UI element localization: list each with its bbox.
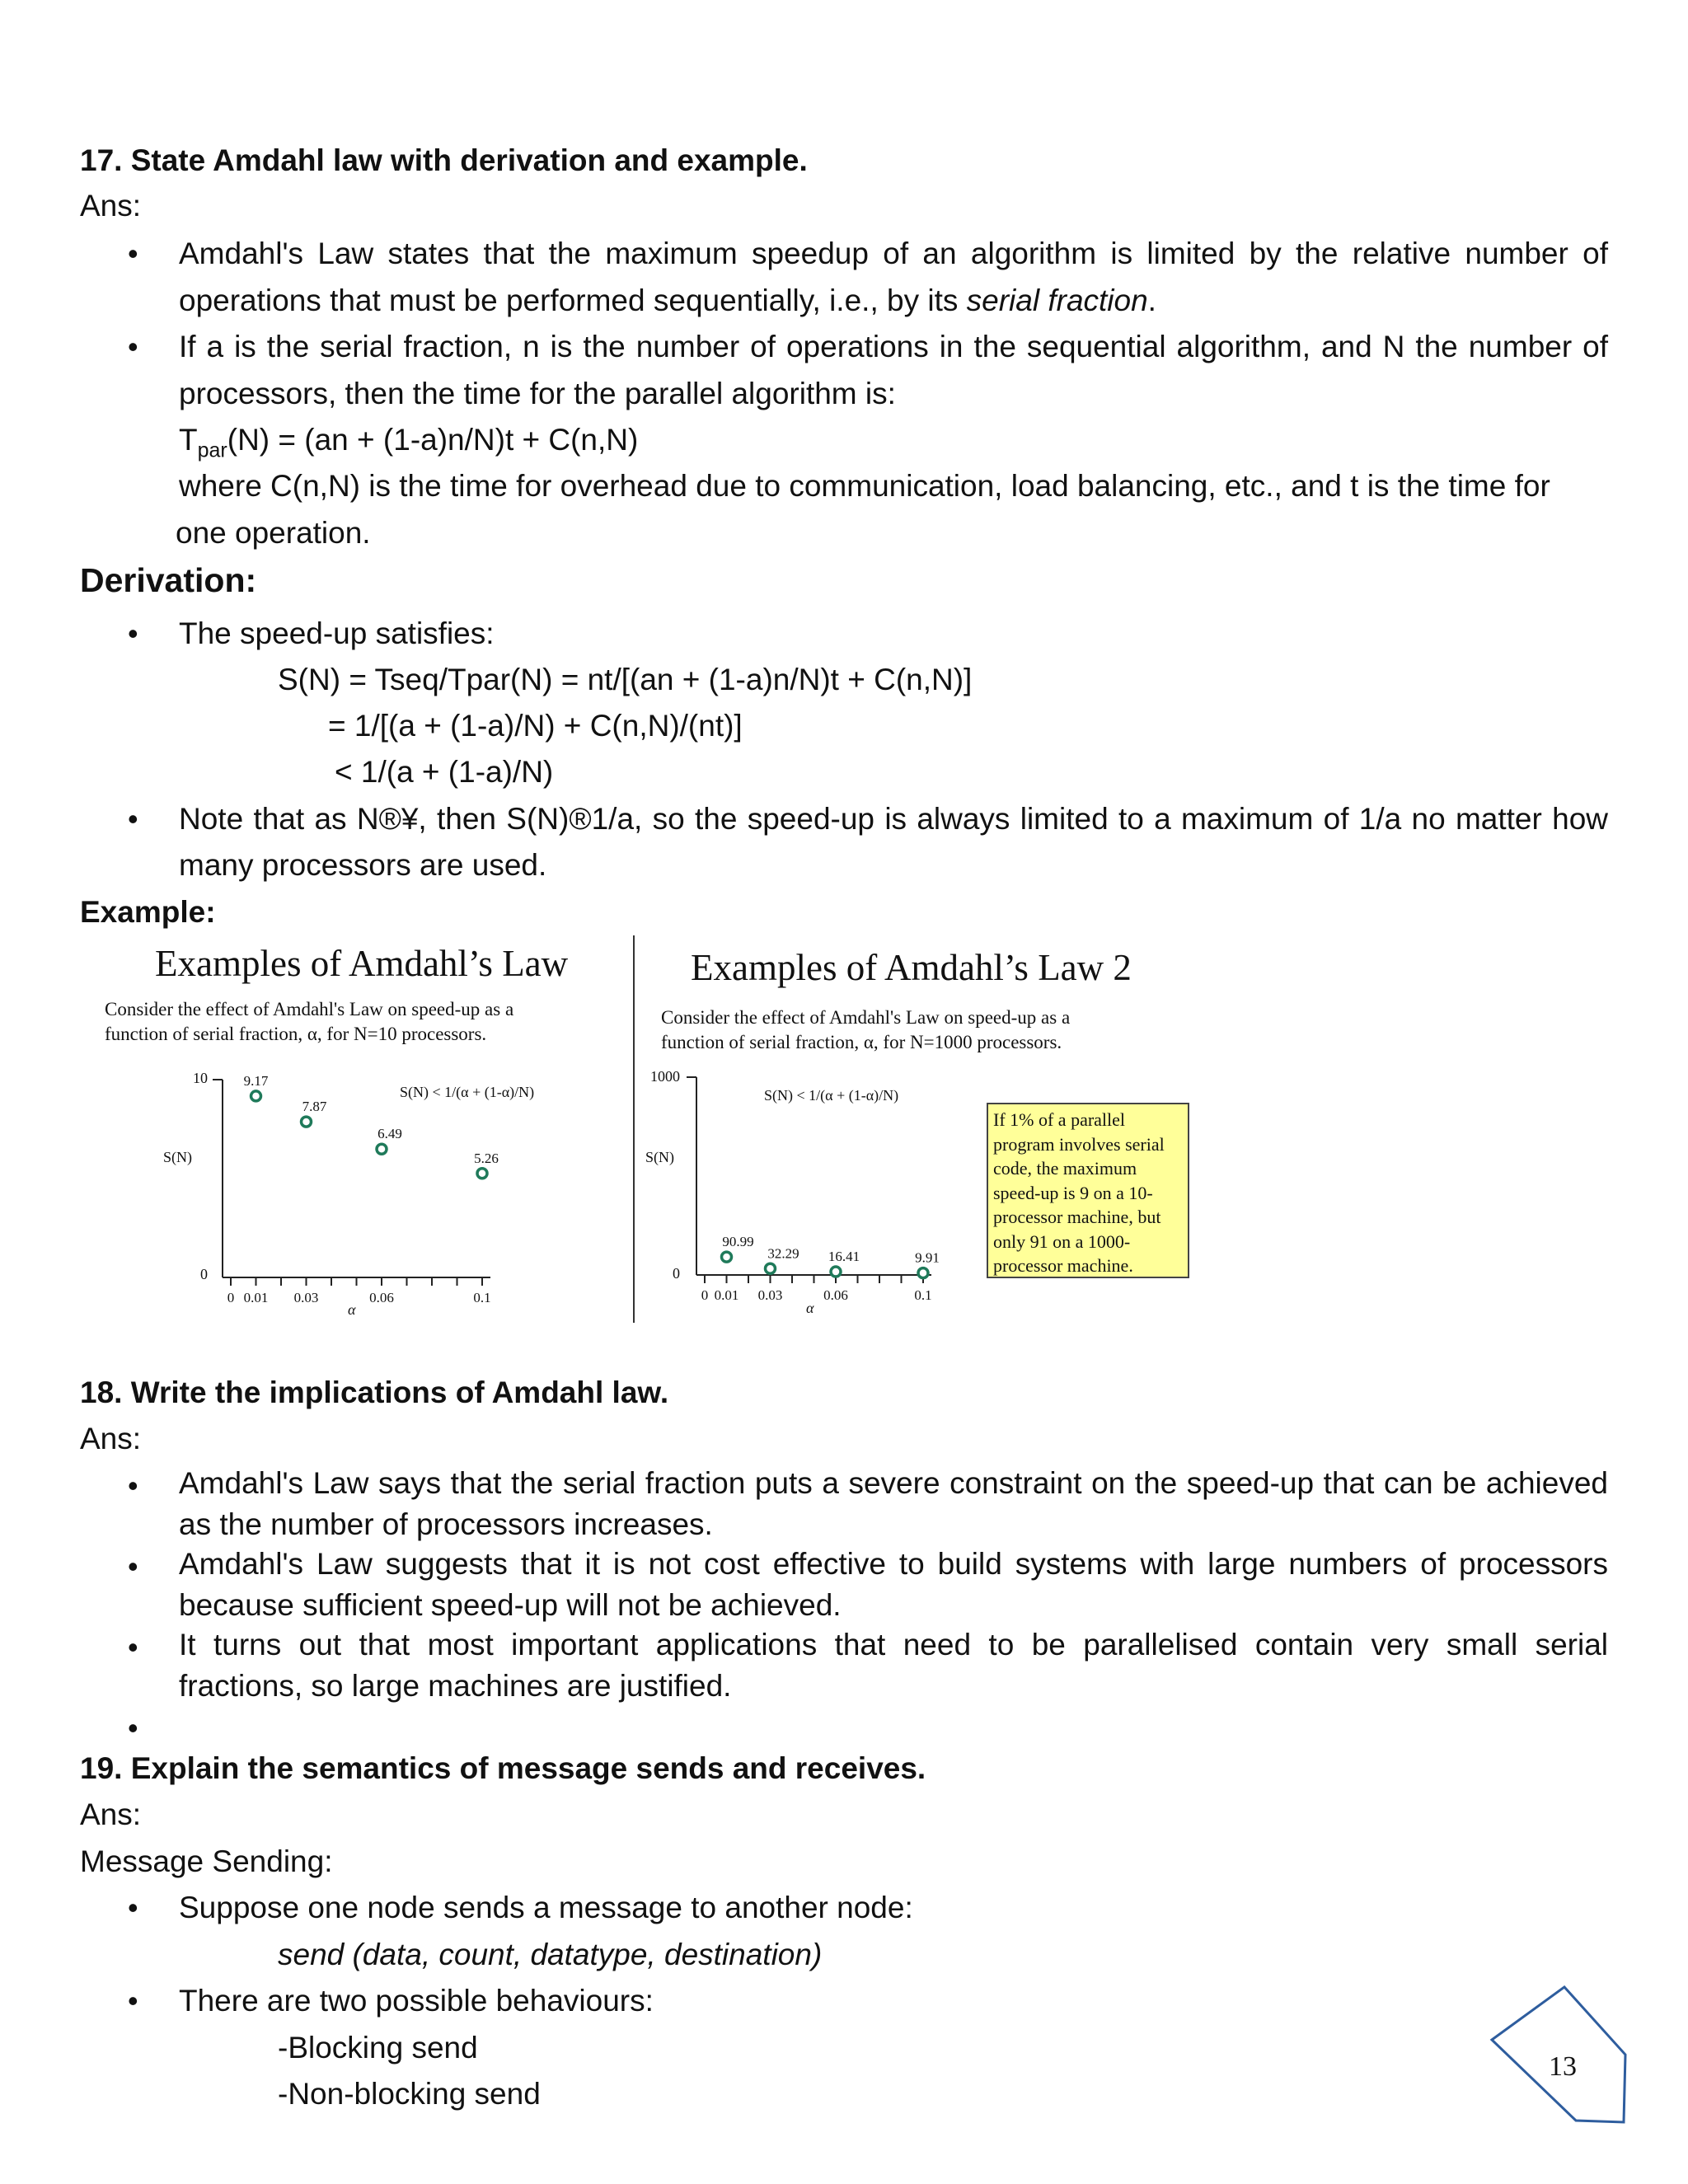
q19-subhead: Message Sending: bbox=[80, 1844, 333, 1878]
bullet-icon: • bbox=[128, 1469, 138, 1502]
c2-data-label: 16.41 bbox=[828, 1249, 860, 1265]
c2-x-tick-label: 0.06 bbox=[823, 1287, 848, 1303]
figure1-desc-line1: Consider the effect of Amdahl's Law on speed-up as a bbox=[105, 999, 514, 1019]
c1-x-tick-label: 0.03 bbox=[293, 1290, 319, 1305]
q18-bullet2-line2: because sufficient speed-up will not be achieved. bbox=[179, 1588, 842, 1622]
c1-x-tick-label: 0.06 bbox=[369, 1290, 394, 1305]
c1-data-point bbox=[251, 1091, 261, 1101]
c2-x-tick-label: 0.03 bbox=[757, 1287, 783, 1303]
q18-bullet2-line1: Amdahl's Law suggests that it is not cost effective to build systems with large numbers of processors bbox=[179, 1547, 1608, 1581]
c2-data-label: 90.99 bbox=[722, 1234, 754, 1250]
note-line: speed-up is 9 on a 10- bbox=[993, 1182, 1153, 1203]
bullet-icon: • bbox=[128, 1630, 138, 1664]
page-number: 13 bbox=[1549, 2051, 1577, 2082]
page-number-badge bbox=[1484, 1982, 1632, 2135]
c1-data-label: 7.87 bbox=[302, 1099, 327, 1115]
derivation-eq2: = 1/[(a + (1-a)/N) + C(n,N)/(nt)] bbox=[328, 709, 743, 743]
chart2-formula: S(N) < 1/(α + (1-α)/N) bbox=[764, 1087, 899, 1104]
chart2 bbox=[639, 1059, 985, 1323]
bullet-icon: • bbox=[128, 802, 138, 836]
q18-title: 18. Write the implications of Amdahl law. bbox=[80, 1376, 669, 1409]
chart2-ylabel: S(N) bbox=[645, 1149, 674, 1165]
c1-x-tick-label: 0 bbox=[227, 1290, 235, 1305]
chart1-yzero-label: 0 bbox=[200, 1266, 208, 1282]
bullet-icon: • bbox=[128, 237, 138, 270]
q17-bullet1-line1: Amdahl's Law states that the maximum speedup of an algorithm is limited by the relative number of bbox=[179, 237, 1608, 270]
q18-ans-label: Ans: bbox=[80, 1422, 142, 1455]
bullet-icon: • bbox=[128, 1711, 138, 1745]
note-line: processor machine. bbox=[993, 1255, 1133, 1276]
chart1 bbox=[115, 1059, 626, 1323]
c1-x-tick-label: 0.1 bbox=[473, 1290, 491, 1305]
figure-divider bbox=[633, 935, 635, 1323]
q19-option-blocking: -Blocking send bbox=[278, 2031, 478, 2064]
chart2-xlabel: α bbox=[806, 1300, 814, 1316]
note-box bbox=[987, 1103, 1189, 1278]
c2-data-label: 32.29 bbox=[767, 1245, 799, 1262]
example-heading: Example: bbox=[80, 895, 216, 929]
q19-send-code: send (data, count, datatype, destination) bbox=[278, 1938, 823, 1971]
figure1-desc-line2: function of serial fraction, α, for N=10 processors. bbox=[105, 1024, 487, 1044]
note-line: processor machine, but bbox=[993, 1207, 1161, 1227]
c1-data-point bbox=[477, 1169, 487, 1179]
q19-ans-label: Ans: bbox=[80, 1797, 142, 1831]
c2-x-tick-label: 0.1 bbox=[914, 1287, 932, 1303]
q19-bullet2: There are two possible behaviours: bbox=[179, 1984, 654, 2018]
figure2-desc-line1: Consider the effect of Amdahl's Law on speed-up as a bbox=[661, 1007, 1071, 1028]
c1-x-tick-label: 0.01 bbox=[243, 1290, 269, 1305]
chart1-formula: S(N) < 1/(α + (1-α)/N) bbox=[400, 1084, 535, 1100]
figure2-title: Examples of Amdahl’s Law 2 bbox=[691, 947, 1132, 988]
c1-data-point bbox=[302, 1117, 312, 1127]
q19-option-nonblocking: -Non-blocking send bbox=[278, 2077, 541, 2111]
c2-data-point bbox=[918, 1268, 928, 1278]
c2-x-tick-label: 0 bbox=[701, 1287, 709, 1303]
q19-title: 19. Explain the semantics of message sends and receives. bbox=[80, 1751, 926, 1785]
q19-bullet1: Suppose one node sends a message to another node: bbox=[179, 1891, 913, 1924]
derivation-eq1: S(N) = Tseq/Tpar(N) = nt/[(an + (1-a)n/N)t + C(n,N)] bbox=[278, 663, 973, 696]
q17-where-line2: one operation. bbox=[176, 516, 371, 550]
q18-bullet3-line1: It turns out that most important applications that need to be parallelised contain very small serial bbox=[179, 1628, 1608, 1661]
bullet-icon: • bbox=[128, 1891, 138, 1924]
figure1-title: Examples of Amdahl’s Law bbox=[155, 943, 569, 984]
chart1-ylabel: S(N) bbox=[163, 1149, 192, 1165]
derivation-eq3: < 1/(a + (1-a)/N) bbox=[335, 755, 554, 789]
c1-data-point bbox=[377, 1144, 387, 1154]
note-line: code, the maximum bbox=[993, 1158, 1137, 1179]
q17-bullet2-line2: processors, then the time for the parallel algorithm is: bbox=[179, 377, 896, 410]
c2-data-point bbox=[766, 1263, 776, 1273]
figure2-desc-line2: function of serial fraction, α, for N=1000 processors. bbox=[661, 1032, 1062, 1052]
chart2-yzero-label: 0 bbox=[673, 1265, 680, 1282]
bullet-icon: • bbox=[128, 616, 138, 650]
chart1-ytop-label: 10 bbox=[193, 1070, 208, 1086]
bullet-icon: • bbox=[128, 1549, 138, 1583]
q18-bullet1-line2: as the number of processors increases. bbox=[179, 1507, 713, 1541]
derivation-bullet1: The speed-up satisfies: bbox=[179, 616, 495, 650]
chart2-ytop-label: 1000 bbox=[650, 1068, 680, 1085]
q18-bullet1-line1: Amdahl's Law says that the serial fraction puts a severe constraint on the speed-up that can be achieved bbox=[179, 1466, 1608, 1500]
q17-ans-label: Ans: bbox=[80, 189, 142, 223]
q17-title: 17. State Amdahl law with derivation and example. bbox=[80, 143, 808, 177]
note-line: program involves serial bbox=[993, 1133, 1165, 1155]
note-line: only 91 on a 1000- bbox=[993, 1230, 1131, 1252]
c1-data-label: 6.49 bbox=[377, 1126, 402, 1142]
c2-data-point bbox=[722, 1252, 732, 1262]
note-line: If 1% of a parallel bbox=[993, 1109, 1126, 1130]
derivation-bullet2-line1: Note that as N®¥, then S(N)®1/a, so the speed-up is always limited to a maximum of 1/a no matter how bbox=[179, 802, 1608, 836]
chart1-xlabel: α bbox=[348, 1301, 356, 1318]
bullet-icon: • bbox=[128, 1984, 138, 2018]
derivation-bullet2-line2: many processors are used. bbox=[179, 848, 547, 882]
q17-where-line1: where C(n,N) is the time for overhead due to communication, load balancing, etc., and t is the time for bbox=[179, 469, 1550, 503]
q17-bullet1-line2: operations that must be performed sequentially, i.e., by its serial fraction. bbox=[179, 284, 1156, 317]
c1-data-label: 9.17 bbox=[243, 1072, 269, 1089]
q17-bullet2-line1: If a is the serial fraction, n is the number of operations in the sequential algorithm, and N the number of bbox=[179, 330, 1608, 363]
c2-data-point bbox=[831, 1267, 841, 1277]
c2-x-tick-label: 0.01 bbox=[714, 1287, 739, 1303]
derivation-heading: Derivation: bbox=[80, 561, 257, 599]
c2-data-label: 9.91 bbox=[915, 1249, 940, 1266]
c1-data-label: 5.26 bbox=[474, 1150, 499, 1166]
bullet-icon: • bbox=[128, 330, 138, 363]
q18-bullet3-line2: fractions, so large machines are justified. bbox=[179, 1669, 732, 1703]
tpar-formula: $T_{par}(N) = (an + (1-a)n/N)t + C(n,N)$ bbox=[179, 423, 639, 462]
